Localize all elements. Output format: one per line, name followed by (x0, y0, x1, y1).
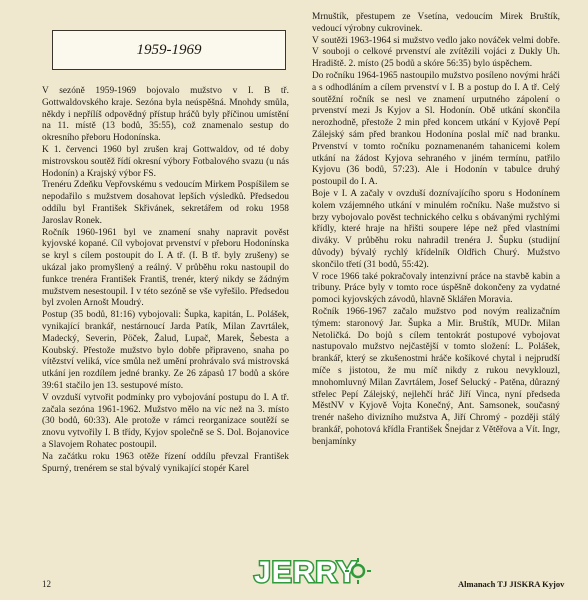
right-paragraph: Ročník 1966-1967 začalo mužstvo pod novým realizačním týmem: staronový Jar. Šupka a Mir. Bruštík, MUDr. Milan Netoličká. Do bojů s cílem tentokrát postupové vybojovat nastupovalo mužstvo nejčastější v tomto složení: L. Polášek, brankář, který se zkušenostmi hráče košíkové chytal i nejprudší míče s jistotou, že mu míč nikdy z rukou nevyklouzl, mnohomluvný Milan Zavrtálem, Josef Selucký - Patěna, důrazný střelec Pepí Zálejský, nejlehčí hráč Jiří Vinca, nyní předseda MěstNV v Kyjově Vojta Konečný, Ant. Samsonek, současný trenér našeho divizního mužstva A, Jiří Chromý - později stálý brankář, pohotová křídla František Šnejdar z Větěřova a Vít. Ingr, benjamínky (312, 306, 560, 447)
left-paragraph: Ročník 1960-1961 byl ve znamení snahy napravit pověst kyjovské kopané. Cíl vybojovat prvenství v přeboru Hodonínska se kryl s cílem postoupit do I. A tř. (I. B tř. byly zrušeny) se ukázal jako promyšlený a reálný. V průběhu roku nastoupil do funkce trenéra František Františ, trenér, který nikdy se žádným mužstvem nesestoupil. I v této sezóně se vše vyřešilo. Předsedou byl zvolen Arnošt Moudrý. (42, 227, 289, 309)
left-paragraph: K 1. červenci 1960 byl zrušen kraj Gottwaldov, od té doby mistrovskou soutěž řídí okresní výbory Fotbalového svazu (u nás Hodonín) a Krajský výbor FS. (42, 144, 289, 179)
chapter-title: 1959-1969 (136, 41, 202, 58)
left-column (42, 86, 289, 475)
logo-text: JERRY (254, 556, 358, 589)
left-paragraph: Trenéru Zdeňku Vepřovskému s vedoucím Mirkem Pospíšilem se nepodařilo s mužstvem dosahovat lepších výsledků. Předsedou oddílu byl František Skřivánek, sekretářem od roku 1958 Jaroslav Ronek. (42, 180, 289, 226)
publication-name: Almanach TJ JISKRA Kyjov (458, 579, 565, 589)
page-number: 12 (42, 579, 51, 589)
right-paragraph: Do ročníku 1964-1965 nastoupilo mužstvo posíleno novými hráči a s odhodláním a cílem prvenství v I. B a postup do I. A tř. Celý soutěžní ročník se nesl ve znamení urputného zápolení o prvenství mezi Js Kyjov a Sl. Hodonín. Obě utkání skončila nerozhodně, přestože 2 min před koncem utkání v Kyjově Pepí Zálejský sám před brankou Hodonína poslal míč nad branku. Prvenství v tomto ročníku poznamenaném tahanicemi kolem utkání na žádost Kyjova sehraného v jiném termínu, patřilo Kyjovu (36 bodů, 57:23). Ale i Hodonín v tabulce druhý postoupil do I. A. (312, 70, 560, 188)
left-paragraph: Postup (35 bodů, 81:16) vybojovali: Šupka, kapitán, L. Polášek, vynikající brankář, nestárnoucí Jarda Patík, Milan Zavrtálek, Madecký, Severin, Pöček, Žalud, Lupač, Marek, Šebesta a Koubský. Přestože mužstvo bylo dobře připraveno, snaha po vítězství veliká, více smůla než umění prohrávalo svá mistrovská utkání jen rozdílem jedné branky. Ze 26 zápasů 17 bodů a skóre 39:61 stačilo jen 13. sestupové místo. (42, 310, 289, 391)
left-paragraph: Na začátku roku 1963 otěže řízení oddílu převzal František Spurný, trenérem se stal bývalý vynikající stopér Karel (42, 451, 289, 474)
right-column (312, 12, 560, 448)
right-paragraph: Boje v I. A začaly v ovzduší doznívajícího sporu s Hodonínem kolem vzájemného utkání v minulém ročníku. Naše mužstvo si brzy vybojovalo pověst technického celku s obávanými rychlými křídly, které hraje na hřišti souperе lépe než před vlastními diváky. V průběhu roku nahradil trenéra J. Šupku (studijní důvody) bývalý rychlý křídelník Oldřich Churý. Mužstvo skončilo třetí (31 bodů, 55:42). (312, 188, 560, 270)
chapter-title-box (52, 30, 286, 70)
right-paragraph: V roce 1966 také pokračovaly intenzivní práce na stavbě kabin a tribuny. Práce byly v tomto roce úspěšně dokončeny za vydatné pomoci kyjovských závodů, hlavně Sklářen Moravia. (312, 271, 560, 306)
right-paragraph: Mrnuštík, přestupem ze Vsetína, vedoucím Mirek Bruštík, vedoucí výrobny cukrovinek. (312, 12, 560, 34)
right-paragraph: V soutěži 1963-1964 si mužstvo vedlo jako nováček velmi dobře. V souboji o celkové prvenství ale zvítězili vojáci z Dukly Uh. Hradiště. 2. místo (25 bodů a skóre 56:35) bylo úspěchem. (312, 35, 560, 70)
left-paragraph: V sezóně 1959-1969 bojovalo mužstvo v I. B tř. Gottwaldovského kraje. Sezóna byla neúspěšná. Mnohdy smůla, někdy i nepřílíš odpovědný přístup hráčů byly příčinou umístění na 11. místě (13 bodů, 35:55), což znamenalo sestup do okresního přeboru Hodonínska. (42, 86, 289, 144)
jerry-logo (252, 553, 372, 589)
left-paragraph: V ovzduší vytvořit podmínky pro vybojování postupu do I. A tř. začala sezóna 1961-1962. Mužstvo mělo na víc než na 3. místo (30 bodů, 60:33). Ale protože v rámci reorganizace soutěží se znovu vytvořily I. B třídy, Kyjov společně se S. Dol. Bojanovice a Slavojem Rohatec postoupil. (42, 392, 289, 450)
